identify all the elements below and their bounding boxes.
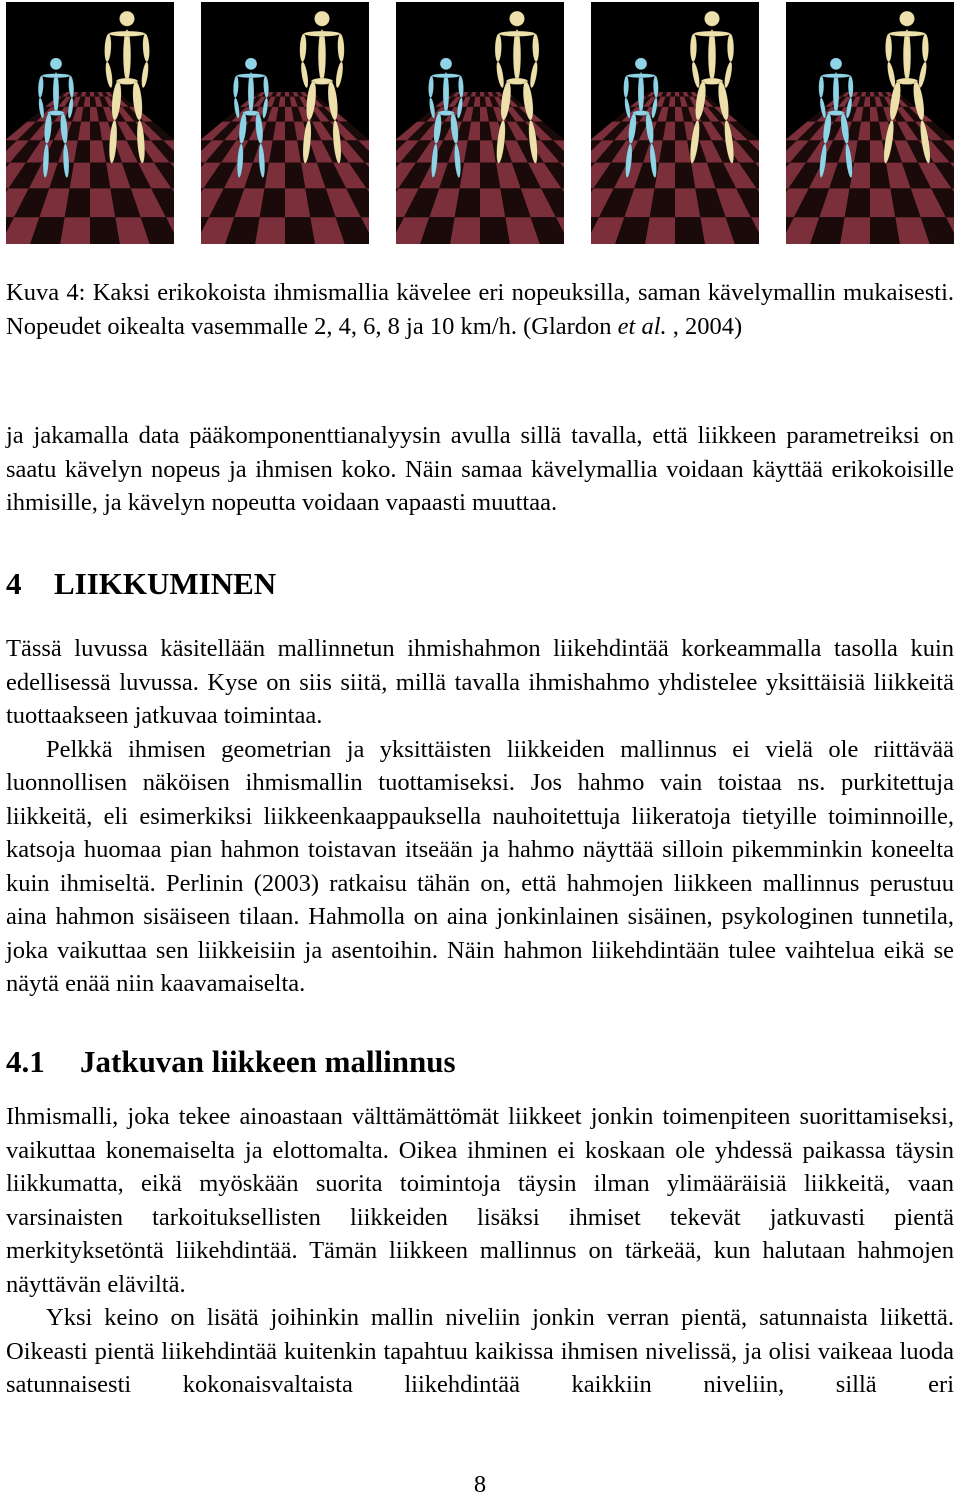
caption-year: , 2004): [666, 312, 743, 340]
walk-frame-render: [591, 2, 759, 244]
walk-frame-render: [786, 2, 954, 244]
walk-frame: [201, 2, 369, 244]
paragraph-text: Ihmismalli, joka tekee ainoastaan välttämättömät liikkeet jonkin toimenpiteen suorittamiseksi, vaikuttaa konemaiselta ja elottomalta. Oikea ihminen ei koskaan ole yhdessä paikassa täysin liikkumatta, eikä myöskään suorita toimintoja täysin ilman ylimääräisiä liikkeitä, vaan varsinaisten tarkoituksellisten liikkeiden lisäksi ihmiset tekevät jatkuvasti pientä merkityksetöntä liikehdintää. Tämän liikkeen mallinnus on tärkeää, kun halutaan hahmojen näyttävän eläviltä.: [6, 1103, 954, 1298]
walking-figure: [6, 2, 954, 244]
paragraph: [6, 419, 954, 520]
walk-frame-render: [6, 2, 174, 244]
walk-frame: [591, 2, 759, 244]
caption-et-al: et al.: [617, 312, 667, 340]
subsection-title: Jatkuvan liikkeen mallinnus: [80, 1044, 456, 1079]
section-number: 4: [6, 566, 22, 601]
paragraph-text: Tässä luvussa käsitellään mallinnetun ihmishahmon liikehdintää korkeammalla tasolla kuin edellisessä luvussa. Kyse on siis siitä, millä tavalla ihmishahmo yhdistelee yksittäisiä liikkeitä tuottaakseen jatkuvaa toimintaa.: [6, 635, 954, 729]
caption-text: Kuva 4: Kaksi erikokoista ihmismallia kävelee eri nopeuksilla, saman kävelymallin mukaisesti. Nopeudet oikealta vasemmalle 2, 4, 6, 8 ja 10 km/h. (Glardon: [6, 279, 954, 340]
paragraph-text: Pelkkä ihmisen geometrian ja yksittäisten liikkeiden mallinnus ei vielä ole riittävää luonnollisen näköisen ihmismallin tuottamiseksi. Jos hahmo vain toistaa ns. purkitettuja liikkeitä, eli esimerkiksi liikkeenkaappauksella nauhoitettuja liikeratoja tietyille toiminnoille, katsoja huomaa pian hahmon toistavan itseään ja hahmo näyttää silloin pikemminkin koneelta kuin ihmiseltä. Perlinin (2003) ratkaisu tähän on, että hahmojen liikkeen mallinnus perustuu aina hahmon sisäiseen tilaan. Hahmolla on aina jonkinlainen sisäinen, psykologinen tunnetila, joka vaikuttaa sen liikkeisiin ja asentoihin. Näin hahmon liikehdintään tulee vaihtelua eikä se näytä enää niin kaavamaiselta.: [6, 735, 954, 997]
subsection-heading: [6, 1040, 456, 1084]
page-number: 8: [473, 1471, 487, 1498]
walk-frame: [786, 2, 954, 244]
walk-frame-render: [396, 2, 564, 244]
section-title: LIIKKUMINEN: [54, 566, 277, 601]
section-heading: [6, 562, 276, 606]
subsection-number: 4.1: [6, 1044, 45, 1079]
subsection-body: [6, 1100, 954, 1435]
figure-caption: [6, 276, 954, 343]
walk-frame-render: [201, 2, 369, 244]
paragraph-text: Yksi keino on lisätä joihinkin mallin niveliin jonkin verran pientä, satunnaista liikettä. Oikeasti pientä liikehdintää kuitenkin tapahtuu kaikissa ihmisen nivelissä, ja olisi vaikeaa luoda satunnaisesti kokonaisvaltaista liikehdintää kaikkiin niveliin, sillä eri: [6, 1304, 954, 1398]
walk-frame: [6, 2, 174, 244]
walk-frame: [396, 2, 564, 244]
paragraph-text: ja jakamalla data pääkomponenttianalyysin avulla sillä tavalla, että liikkeen parametreiksi on saatu kävelyn nopeus ja ihmisen koko. Näin samaa kävelymallia voidaan käyttää erikokoisille ihmisille, ja kävelyn nopeutta voidaan vapaasti muuttaa.: [6, 422, 954, 516]
section-body: [6, 632, 954, 1001]
